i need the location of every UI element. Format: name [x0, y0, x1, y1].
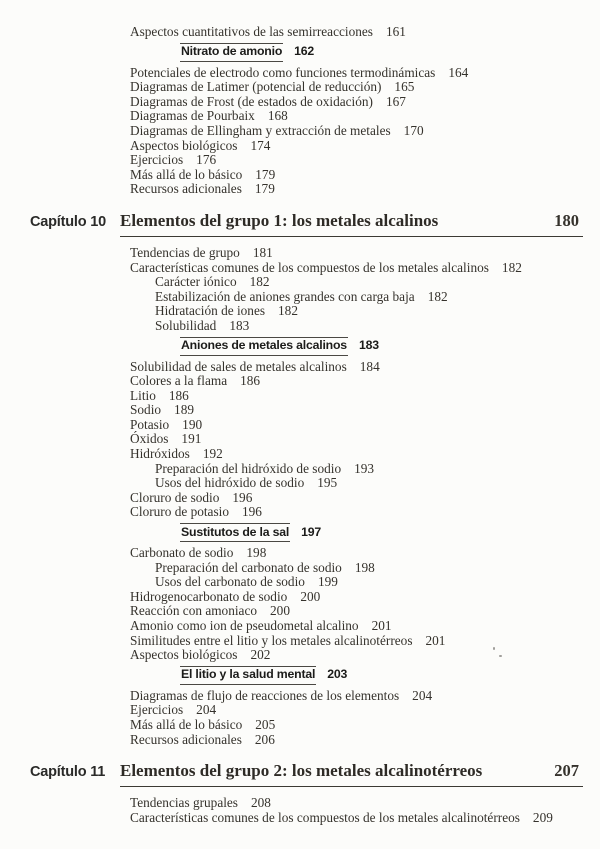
- toc-entry-title: Diagramas de Ellingham y extracción de metales: [130, 122, 391, 138]
- toc-entry-page-number: 161: [385, 24, 406, 39]
- toc-entry: [130, 634, 582, 649]
- toc-entry-title: Similitudes entre el litio y los metales alcalinotérreos: [130, 632, 413, 648]
- toc-entry-page-number: 200: [300, 588, 321, 604]
- toc-entry-page-number: 182: [278, 303, 298, 319]
- toc-entry-page-number: 182: [249, 274, 270, 290]
- toc-entry-page-number: 204: [196, 702, 217, 718]
- toc-entry: [130, 718, 582, 733]
- toc-entry-page-number: 195: [317, 475, 338, 491]
- toc-entry-page-number: 196: [241, 504, 262, 520]
- toc-entry: [130, 689, 582, 704]
- toc-entry-title: Diagramas de Latimer (potencial de reducción): [130, 79, 382, 95]
- toc-entry-title: Más allá de lo básico: [130, 716, 243, 732]
- toc-entry-title: Carbonato de sodio: [130, 545, 234, 561]
- toc-entry-page-number: 176: [196, 152, 217, 168]
- toc-feature-entry: [180, 663, 582, 689]
- toc-entry-page-number: 206: [254, 731, 275, 747]
- toc-entry: [130, 703, 582, 718]
- chapter-title: Elementos del grupo 1: los metales alcalinos: [120, 210, 439, 230]
- toc-entry-title: Diagramas de flujo de reacciones de los elementos: [130, 687, 400, 703]
- toc-entry-title: Preparación del carbonato de sodio: [155, 559, 342, 575]
- toc-entry-title: Colores a la flama: [130, 373, 228, 389]
- toc-entry-page-number: 167: [385, 93, 406, 109]
- toc-entry-title: Solubilidad de sales de metales alcalinos: [130, 358, 347, 374]
- toc-entry-title: Tendencias de grupo: [130, 244, 240, 260]
- toc-entry-title: Sodio: [130, 402, 162, 418]
- chapter-title-rule: [120, 211, 583, 237]
- toc-entry-page-number: 208: [251, 795, 271, 811]
- toc-feature-page-number: 197: [301, 524, 321, 539]
- toc-entry-page-number: 182: [427, 288, 448, 304]
- toc-entry-page-number: 193: [354, 460, 375, 476]
- toc-entry: [130, 604, 582, 619]
- toc-entry-title: Usos del carbonato de sodio: [155, 574, 305, 590]
- toc-feature-entry: [180, 334, 582, 360]
- toc-entry: [155, 575, 582, 590]
- toc-entry: [155, 304, 582, 319]
- toc-feature-page-number: 203: [327, 667, 348, 682]
- toc-entry: [130, 139, 582, 154]
- toc-entry-page-number: 189: [174, 402, 194, 418]
- toc-entry: [155, 290, 582, 305]
- toc-entry-page-number: 200: [270, 603, 290, 619]
- toc-entry-page-number: 168: [267, 108, 288, 124]
- toc-entry-title: Carácter iónico: [155, 274, 237, 290]
- toc-entry: [130, 733, 582, 748]
- toc-entry-page-number: 170: [403, 122, 424, 138]
- toc-entry: [130, 389, 582, 404]
- toc-entry-title: Características comunes de los compuestos de los metales alcalinos: [130, 259, 489, 275]
- toc-entry: [130, 246, 582, 261]
- toc-entry-title: Recursos adicionales: [130, 181, 242, 197]
- toc-entry-title: Más allá de lo básico: [130, 166, 243, 182]
- toc-entry-title: Usos del hidróxido de sodio: [155, 475, 305, 491]
- toc-entry-page-number: 184: [359, 358, 380, 374]
- toc-entry-page-number: 192: [202, 446, 223, 462]
- toc-entry: [130, 491, 582, 506]
- chapter-page-number: 180: [554, 210, 579, 230]
- toc-entry-page-number: 202: [250, 647, 271, 663]
- toc-entry: [130, 374, 582, 389]
- toc-entry-title: Preparación del hidróxido de sodio: [155, 460, 342, 476]
- toc-entry: [155, 319, 582, 334]
- toc-entry: [130, 360, 582, 375]
- toc-entry: [130, 546, 582, 561]
- toc-entry-title: Hidróxidos: [130, 446, 190, 462]
- toc-entry-page-number: 199: [317, 574, 338, 590]
- toc-entry: [130, 124, 582, 139]
- toc-entry-page-number: 174: [250, 137, 271, 153]
- toc-entry: [130, 95, 582, 110]
- toc-entry-page-number: 198: [354, 559, 375, 575]
- toc-entry: [155, 462, 582, 477]
- toc-entry-page-number: 204: [412, 687, 433, 703]
- toc-entry-title: Cloruro de potasio: [130, 504, 229, 520]
- toc-entry-title: Cloruro de sodio: [130, 489, 220, 505]
- toc-entry: [130, 447, 582, 462]
- chapter-label: Capítulo 11: [30, 764, 106, 781]
- toc-entry: [130, 811, 582, 826]
- toc-entry: [130, 66, 582, 81]
- toc-entry-title: Ejercicios: [130, 152, 184, 168]
- toc-entry-page-number: 186: [240, 373, 261, 389]
- toc-entry-page-number: 190: [182, 416, 203, 432]
- toc-entry: [130, 796, 582, 811]
- toc-feature-entry: [180, 520, 582, 546]
- toc-entry-title: Diagramas de Pourbaix: [130, 108, 255, 124]
- toc-entry-title: Aspectos biológicos: [130, 647, 238, 663]
- toc-entry: [130, 418, 582, 433]
- scan-speck: [493, 647, 495, 650]
- toc-entry: [130, 182, 582, 197]
- toc-entry-page-number: 179: [255, 166, 276, 182]
- toc-feature-page-number: 183: [358, 338, 379, 352]
- toc-entry-page-number: 201: [371, 618, 392, 633]
- toc-entry-title: Potasio: [130, 416, 170, 432]
- toc-entry-page-number: 165: [394, 79, 415, 95]
- toc-entry-title: Estabilización de aniones grandes con carga baja: [155, 288, 415, 304]
- toc-entry-page-number: 179: [254, 181, 275, 197]
- toc-entry-title: Potenciales de electrodo como funciones termodinámicas: [130, 64, 436, 80]
- toc-entry-page-number: 209: [532, 809, 553, 825]
- chapter-title: Elementos del grupo 2: los metales alcalinotérreos: [120, 761, 483, 781]
- toc-entry: [130, 153, 582, 168]
- toc-entry-page-number: 191: [181, 431, 202, 447]
- toc-entry-title: Hidrogenocarbonato de sodio: [130, 588, 288, 604]
- toc-entry-title: Amonio como ion de pseudometal alcalino: [130, 618, 359, 633]
- toc-entry: [130, 505, 582, 520]
- toc-entry: [130, 432, 582, 447]
- toc-entry-page-number: 201: [425, 632, 446, 648]
- toc-entry: [130, 25, 582, 40]
- toc-feature-entry: [180, 40, 582, 66]
- toc-entry-title: Tendencias grupales: [130, 795, 238, 811]
- toc-entry: [155, 476, 582, 491]
- toc-feature-title: Nitrato de amonio: [180, 43, 283, 62]
- chapter-label: Capítulo 10: [30, 213, 106, 230]
- chapter-heading: [30, 761, 583, 787]
- chapter-title-rule: [120, 761, 583, 787]
- toc-entry-page-number: 182: [501, 259, 522, 275]
- toc-entry-title: Ejercicios: [130, 702, 184, 718]
- toc-entry-title: Características comunes de los compuestos de los metales alcalinotérreos: [130, 809, 520, 825]
- toc-entry-page-number: 181: [252, 244, 273, 260]
- toc-entry: [155, 275, 582, 290]
- toc-entry-page-number: 205: [255, 716, 276, 732]
- toc-entry-title: Diagramas de Frost (de estados de oxidación): [130, 93, 373, 109]
- toc-entry: [130, 648, 582, 663]
- chapter-heading: [30, 211, 583, 237]
- toc-entry-title: Aspectos biológicos: [130, 137, 238, 153]
- scan-speck: [499, 655, 502, 657]
- toc-entry: [130, 80, 582, 95]
- toc-entry: [130, 590, 582, 605]
- toc-entry: [155, 561, 582, 576]
- toc-entry-page-number: 164: [448, 64, 469, 80]
- toc-entry: [130, 403, 582, 418]
- toc-entry-title: Óxidos: [130, 431, 169, 447]
- toc-entry-title: Solubilidad: [155, 317, 217, 333]
- toc-entry-page-number: 186: [168, 387, 189, 403]
- toc-feature-page-number: 162: [294, 44, 315, 59]
- toc-entry-page-number: 183: [229, 317, 250, 333]
- toc-entry-title: Reacción con amoniaco: [130, 603, 258, 619]
- toc-entry-title: Litio: [130, 387, 156, 403]
- toc-entry: [130, 619, 582, 634]
- toc-feature-title: Sustitutos de la sal: [180, 523, 290, 542]
- chapter-page-number: 207: [554, 761, 579, 781]
- toc-entry-title: Hidratación de iones: [155, 303, 266, 319]
- toc-entry: [130, 168, 582, 183]
- toc-entry-title: Aspectos cuantitativos de las semirreacciones: [130, 24, 373, 39]
- toc-entry: [130, 109, 582, 124]
- toc-entry-page-number: 196: [232, 489, 253, 505]
- toc-entry: [130, 261, 582, 276]
- toc-entry-page-number: 198: [246, 545, 267, 561]
- toc-feature-title: El litio y la salud mental: [180, 666, 316, 685]
- toc-feature-title: Aniones de metales alcalinos: [180, 337, 348, 356]
- toc-entry-title: Recursos adicionales: [130, 731, 242, 747]
